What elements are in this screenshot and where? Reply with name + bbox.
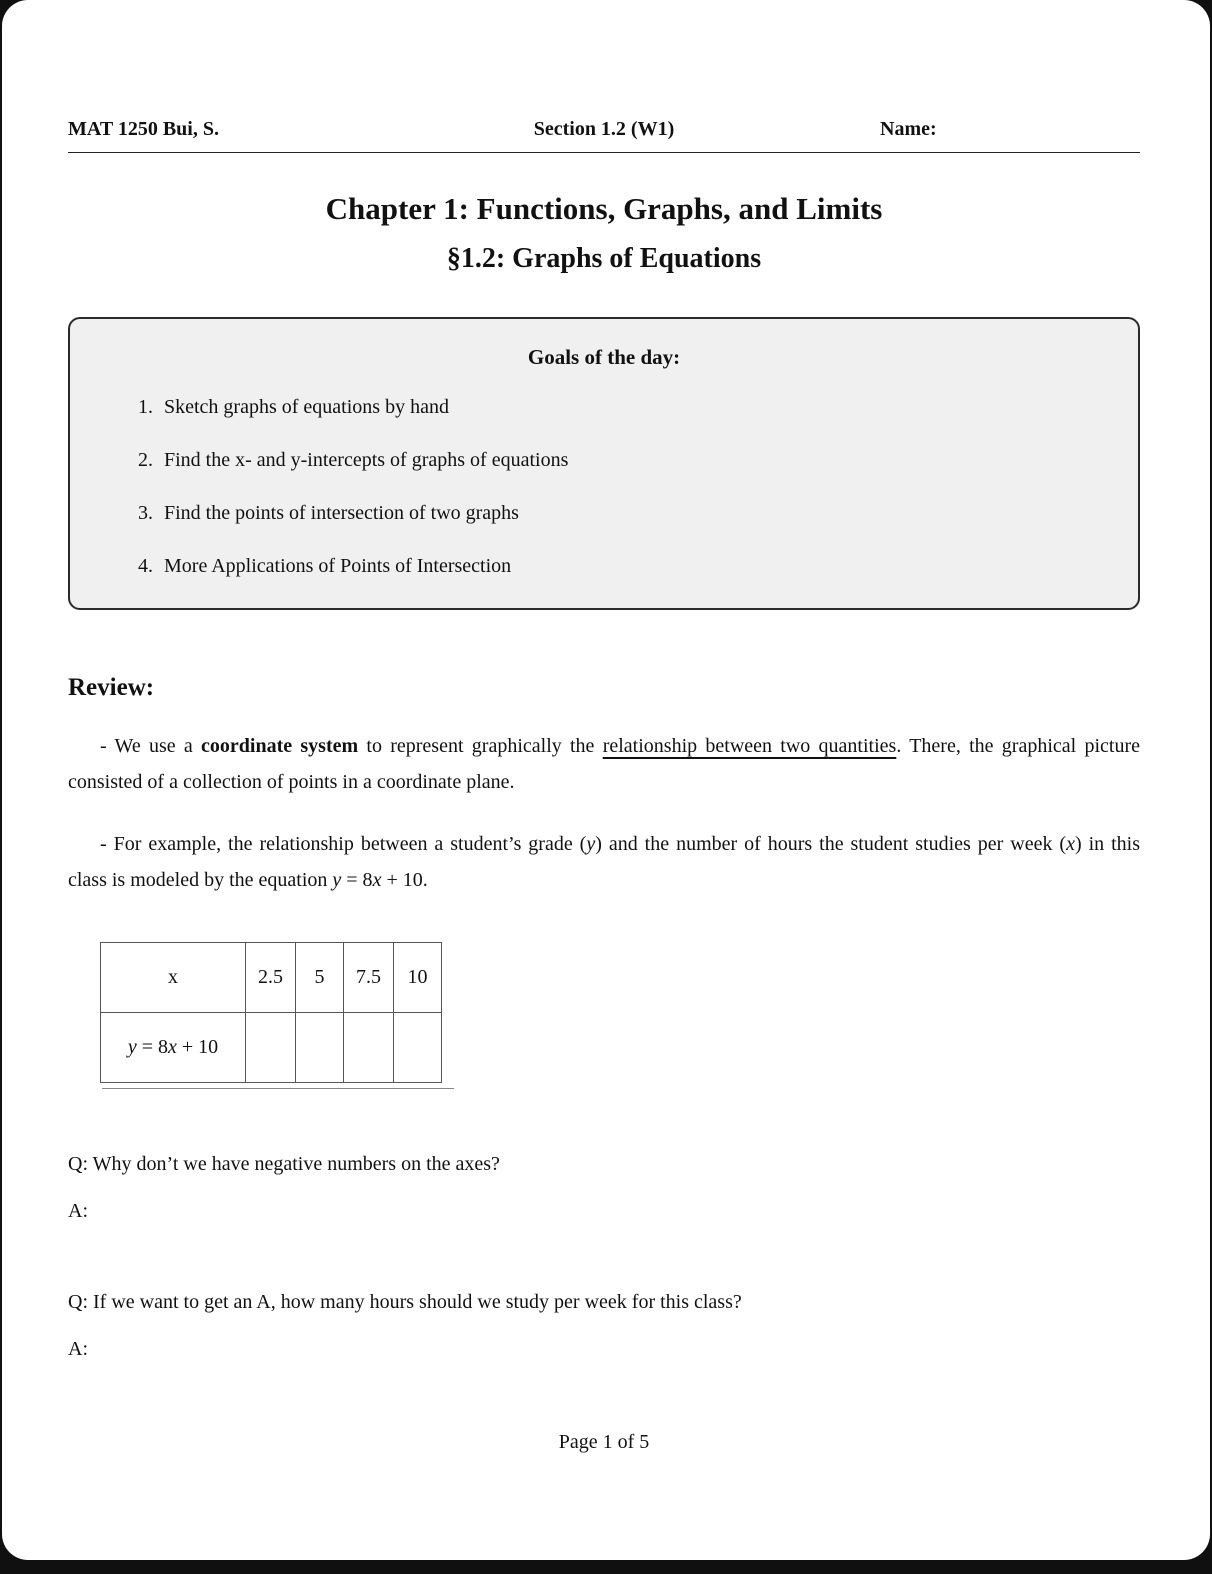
goal-item: 4. More Applications of Points of Intersection [158, 555, 1108, 578]
p1-text: . There, the graphical picture consisted of a collection of points in a coordinate plane. [68, 735, 1140, 793]
x-value-cell: 10 [394, 943, 442, 1013]
name-label: Name: [880, 118, 937, 140]
y-value-cell [246, 1013, 296, 1083]
math-variable-x: x [1066, 833, 1075, 855]
review-paragraph-2 [68, 826, 1140, 898]
review-paragraph-1 [68, 728, 1140, 800]
answer-2: A: [68, 1338, 88, 1360]
row-equation-label [101, 1013, 246, 1083]
p2-text: - For example, the relationship between a student’s grade ( [100, 833, 587, 855]
equation-x: x [168, 1036, 177, 1058]
x-value-cell: 2.5 [246, 943, 296, 1013]
table-row [101, 1013, 442, 1083]
x-value-cell: 7.5 [344, 943, 394, 1013]
question-2: Q: If we want to get an A, how many hours should we study per week for this class? [68, 1291, 742, 1313]
p1-text: - We use a [100, 735, 202, 757]
page-number: Page 1 of 5 [558, 1431, 650, 1453]
review-heading: Review: [68, 674, 155, 701]
chapter-title: Chapter 1: Functions, Graphs, and Limits [325, 191, 883, 226]
question-1: Q: Why don’t we have negative numbers on the axes? [68, 1153, 500, 1175]
p1-text: to represent graphically the [358, 735, 603, 757]
goal-item: 3. Find the points of intersection of two graphs [158, 502, 1108, 525]
y-value-cell [296, 1013, 344, 1083]
answer-1: A: [68, 1200, 88, 1222]
equation-y: y [332, 869, 342, 891]
values-table [100, 942, 442, 1083]
goals-heading: Goals of the day: [527, 345, 681, 369]
equation-x: x [372, 869, 382, 891]
p2-text: ) in this class is modeled by the equation [68, 833, 1140, 891]
x-value-cell: 5 [296, 943, 344, 1013]
equation-mid: = 8 [136, 1036, 168, 1058]
section-subtitle: §1.2: Graphs of Equations [446, 243, 762, 274]
goal-item: 1. Sketch graphs of equations by hand [158, 396, 1108, 419]
section-label: Section 1.2 (W1) [533, 118, 675, 140]
page-header [68, 118, 1140, 153]
document-page [2, 0, 1210, 1560]
p1-underlined-phrase: relationship between two quantities [602, 735, 897, 757]
table-row [101, 943, 442, 1013]
y-value-cell [344, 1013, 394, 1083]
course-label: MAT 1250 Bui, S. [68, 118, 219, 140]
goal-item: 2. Find the x- and y-intercepts of graphs of equations [158, 449, 1108, 472]
equation-tail: + 10 [381, 869, 423, 891]
table-rule [102, 1088, 454, 1089]
p2-text: . [422, 869, 428, 891]
p2-text: ) and the number of hours the student studies per week ( [595, 833, 1067, 855]
y-value-cell [394, 1013, 442, 1083]
equation-tail: + 10 [176, 1036, 219, 1058]
equation-mid: = 8 [341, 869, 373, 891]
math-variable-y: y [586, 833, 596, 855]
equation-y: y [127, 1036, 137, 1058]
goals-list [100, 396, 1108, 578]
p1-bold-term: coordinate system [201, 735, 359, 757]
goals-box [68, 317, 1140, 610]
row-x-label: x [101, 943, 246, 1013]
